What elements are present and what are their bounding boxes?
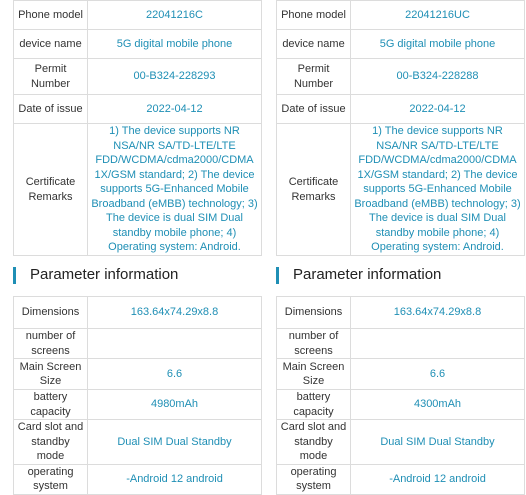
parameter-table xyxy=(276,296,525,495)
row-label: battery capacity xyxy=(277,390,351,420)
table-row xyxy=(14,464,262,494)
section-title: Parameter information xyxy=(293,266,442,283)
right-device-column xyxy=(276,0,525,495)
row-label: Phone model xyxy=(14,1,88,30)
table-row xyxy=(277,124,525,256)
row-label: number of screens xyxy=(277,329,351,359)
table-row xyxy=(277,329,525,359)
table-row xyxy=(14,1,262,30)
card-slot-value: Dual SIM Dual Standby xyxy=(88,420,262,465)
screen-size-value: 6.6 xyxy=(88,359,262,390)
device-name-value: 5G digital mobile phone xyxy=(88,30,262,59)
table-row xyxy=(14,390,262,420)
date-of-issue-value: 2022-04-12 xyxy=(351,95,525,124)
table-row xyxy=(277,390,525,420)
row-label: Dimensions xyxy=(277,297,351,329)
screens-value xyxy=(351,329,525,359)
section-title: Parameter information xyxy=(30,266,179,283)
certificate-remarks-value: 1) The device supports NR NSA/NR SA/TD-LTE/LTE FDD/WCDMA/cdma2000/CDMA 1X/GSM standard; 2) The device supports 5G-Enhanced Mobile Broadband (eMBB) technology; 3) The device is dual SIM Dual standby mobile phone; 4) Operating system: Android. xyxy=(351,124,525,256)
row-label: Date of issue xyxy=(277,95,351,124)
table-row xyxy=(277,30,525,59)
permit-number-value: 00-B324-228293 xyxy=(88,59,262,95)
os-value: -Android 12 android xyxy=(351,464,525,494)
row-label: Main Screen Size xyxy=(14,359,88,390)
section-accent-bar xyxy=(13,267,16,284)
table-row xyxy=(277,59,525,95)
table-row xyxy=(277,420,525,465)
table-row xyxy=(14,124,262,256)
parameter-table xyxy=(13,296,262,495)
row-label: Card slot and standby mode xyxy=(277,420,351,465)
screens-value xyxy=(88,329,262,359)
battery-value: 4980mAh xyxy=(88,390,262,420)
row-label: Permit Number xyxy=(14,59,88,95)
table-row xyxy=(14,297,262,329)
section-accent-bar xyxy=(276,267,279,284)
table-row xyxy=(14,420,262,465)
device-name-value: 5G digital mobile phone xyxy=(351,30,525,59)
table-row xyxy=(14,59,262,95)
phone-model-value: 22041216UC xyxy=(351,1,525,30)
os-value: -Android 12 android xyxy=(88,464,262,494)
dimensions-value: 163.64x74.29x8.8 xyxy=(351,297,525,329)
row-label: Date of issue xyxy=(14,95,88,124)
section-header xyxy=(276,256,525,296)
row-label: Certificate Remarks xyxy=(14,124,88,256)
row-label: Card slot and standby mode xyxy=(14,420,88,465)
row-label: Phone model xyxy=(277,1,351,30)
certificate-table xyxy=(13,0,262,256)
table-row xyxy=(14,30,262,59)
table-row xyxy=(14,329,262,359)
battery-value: 4300mAh xyxy=(351,390,525,420)
table-row xyxy=(277,464,525,494)
dimensions-value: 163.64x74.29x8.8 xyxy=(88,297,262,329)
phone-model-value: 22041216C xyxy=(88,1,262,30)
left-device-column xyxy=(13,0,262,495)
date-of-issue-value: 2022-04-12 xyxy=(88,95,262,124)
row-label: Certificate Remarks xyxy=(277,124,351,256)
row-label: device name xyxy=(14,30,88,59)
row-label: device name xyxy=(277,30,351,59)
table-row xyxy=(14,359,262,390)
row-label: battery capacity xyxy=(14,390,88,420)
table-row xyxy=(277,297,525,329)
row-label: operating system xyxy=(14,464,88,494)
certificate-remarks-value: 1) The device supports NR NSA/NR SA/TD-LTE/LTE FDD/WCDMA/cdma2000/CDMA 1X/GSM standard; 2) The device supports 5G-Enhanced Mobile Broadband (eMBB) technology; 3) The device is dual SIM Dual standby mobile phone; 4) Operating system: Android. xyxy=(88,124,262,256)
row-label: Dimensions xyxy=(14,297,88,329)
table-row xyxy=(14,95,262,124)
row-label: operating system xyxy=(277,464,351,494)
table-row xyxy=(277,1,525,30)
card-slot-value: Dual SIM Dual Standby xyxy=(351,420,525,465)
permit-number-value: 00-B324-228288 xyxy=(351,59,525,95)
row-label: number of screens xyxy=(14,329,88,359)
certificate-table xyxy=(276,0,525,256)
screen-size-value: 6.6 xyxy=(351,359,525,390)
row-label: Main Screen Size xyxy=(277,359,351,390)
table-row xyxy=(277,95,525,124)
section-header xyxy=(13,256,262,296)
table-row xyxy=(277,359,525,390)
row-label: Permit Number xyxy=(277,59,351,95)
